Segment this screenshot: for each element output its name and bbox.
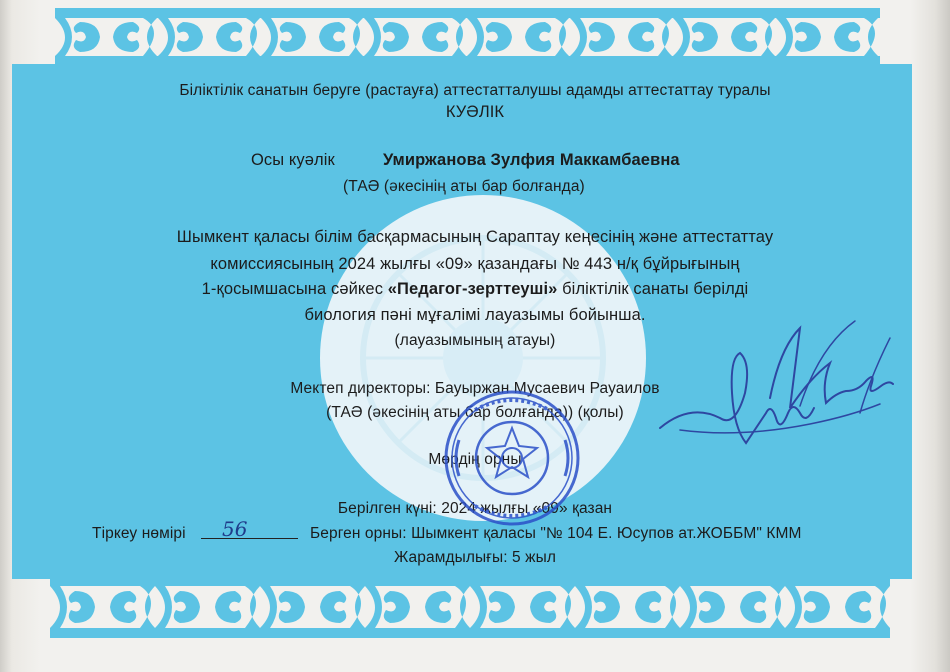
holder-prefix: Осы куәлік: [251, 151, 335, 169]
official-stamp: [415, 388, 610, 528]
director-signature: [650, 318, 905, 468]
holder-name: Умиржанова Зулфия Маккамбаевна: [383, 151, 680, 169]
registration-number: 56: [222, 517, 248, 541]
registration-underline: [201, 538, 298, 539]
position-hint: (лауазымының атауы): [394, 332, 556, 349]
director-line: Мектеп директоры: Бауыржан Мусаевич Рауаилов: [290, 380, 660, 397]
body-line-4: биология пәні мұғалімі лауазымы бойынша.: [304, 306, 646, 324]
body-line-2: комиссиясының 2024 жылғы «09» қазандағы № 443 н/қ бұйрығының: [210, 255, 740, 273]
body-line-3: [0, 280, 950, 299]
certificate-heading: Біліктілік санатын беруге (растауға) аттестатталушы адамды аттестаттау туралы: [179, 82, 771, 99]
holder-hint: (ТАӘ (әкесінің аты бар болғанда): [343, 178, 585, 195]
body-line-1: Шымкент қаласы білім басқармасының Сараптау кеңесінің және аттестаттау: [176, 228, 774, 246]
seal-place-label: Мөрдің орны: [428, 451, 522, 468]
director-hint: (ТАӘ (әкесінің аты бар болғанда)) (қолы): [326, 404, 624, 421]
qualification-category: «Педагог-зерттеуші»: [387, 280, 558, 298]
body-line-3-start: 1-қосымшасына сәйкес: [201, 280, 384, 298]
body-line-3-end: біліктілік санаты берілді: [562, 280, 749, 298]
issuer-line: Берген орны: Шымкент қаласы "№ 104 Е. Юсупов ат.ЖОББМ" КММ: [310, 525, 802, 542]
document-type: КУӘЛІК: [445, 103, 505, 121]
registration-label: Тіркеу нөмірі: [92, 525, 186, 542]
validity-line: Жарамдылығы: 5 жыл: [393, 549, 557, 566]
issued-date: Берілген күні: 2024 жылғы «09» қазан: [337, 500, 613, 517]
